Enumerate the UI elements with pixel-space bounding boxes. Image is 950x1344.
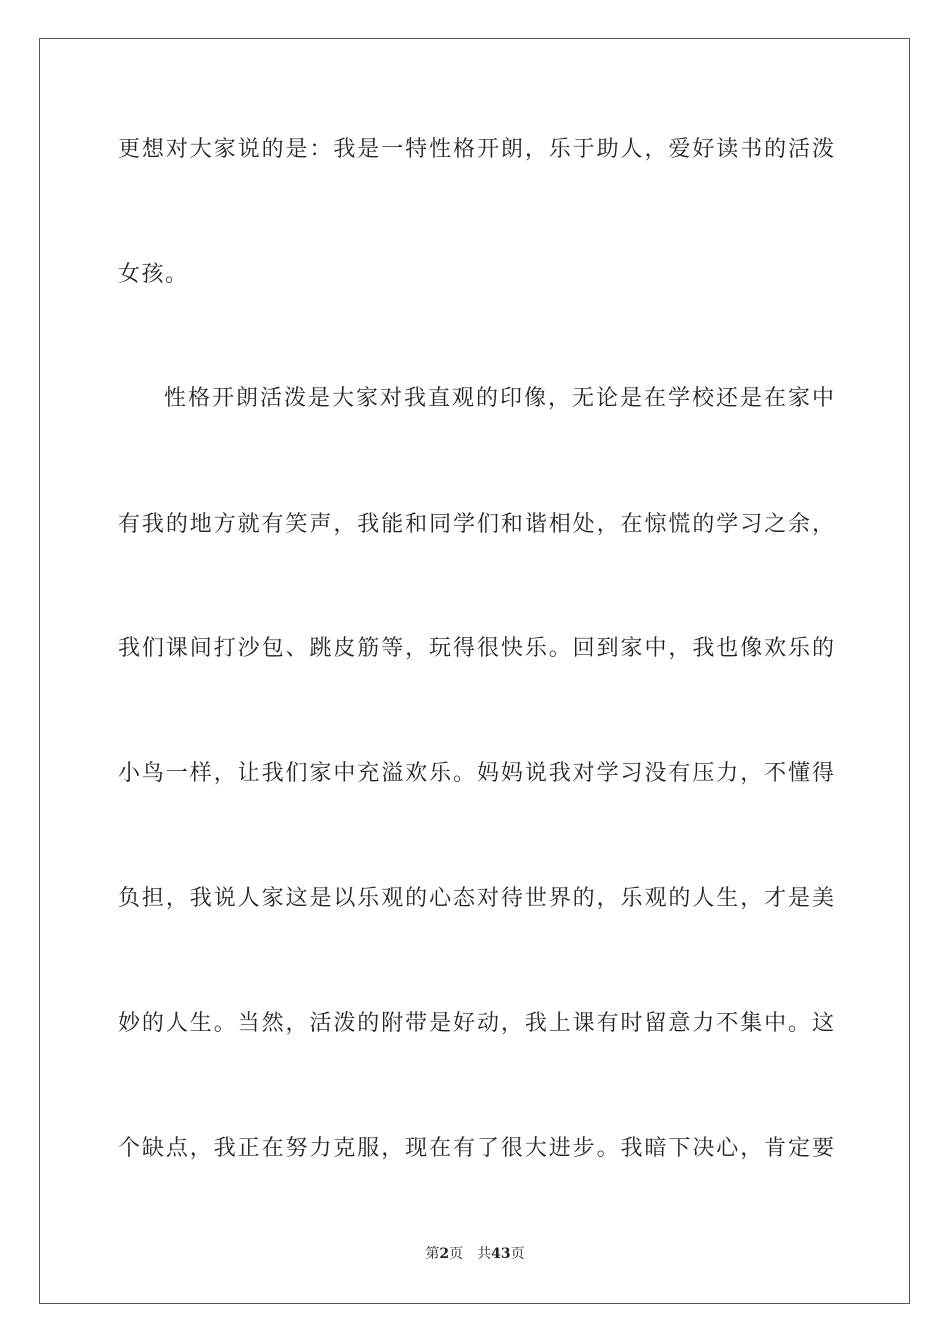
body-line-6: 小鸟一样，让我们家中充溢欢乐。妈妈说我对学习没有压力，不懂得: [118, 761, 834, 786]
total-suffix: 页: [510, 1246, 525, 1262]
total-prefix: 共: [477, 1246, 492, 1262]
page-prefix: 第: [425, 1246, 440, 1262]
body-line-1: 更想对大家说的是：我是一特性格开朗，乐于助人，爱好读书的活泼: [118, 137, 834, 162]
total-pages: 43: [491, 1246, 511, 1262]
page-footer: [0, 1244, 950, 1264]
body-line-7: 负担，我说人家这是以乐观的心态对待世界的，乐观的人生，才是美: [118, 886, 834, 911]
page-number: 2: [439, 1246, 450, 1262]
body-line-8: 妙的人生。当然，活泼的附带是好动，我上课有时留意力不集中。这: [118, 1011, 834, 1036]
page-suffix: 页: [449, 1246, 464, 1262]
body-line-4: 有我的地方就有笑声，我能和同学们和谐相处，在惊慌的学习之余，: [118, 512, 834, 537]
paragraph-first-line: 性格开朗活泼是大家对我直观的印像，无论是在学校还是在家中: [164, 386, 834, 411]
body-line-9: 个缺点，我正在努力克服，现在有了很大进步。我暗下决心，肯定要: [118, 1136, 834, 1161]
body-line-2: 女孩。: [118, 262, 189, 287]
page-border: [39, 38, 910, 1304]
body-line-5: 我们课间打沙包、跳皮筋等，玩得很快乐。回到家中，我也像欢乐的: [118, 636, 834, 661]
